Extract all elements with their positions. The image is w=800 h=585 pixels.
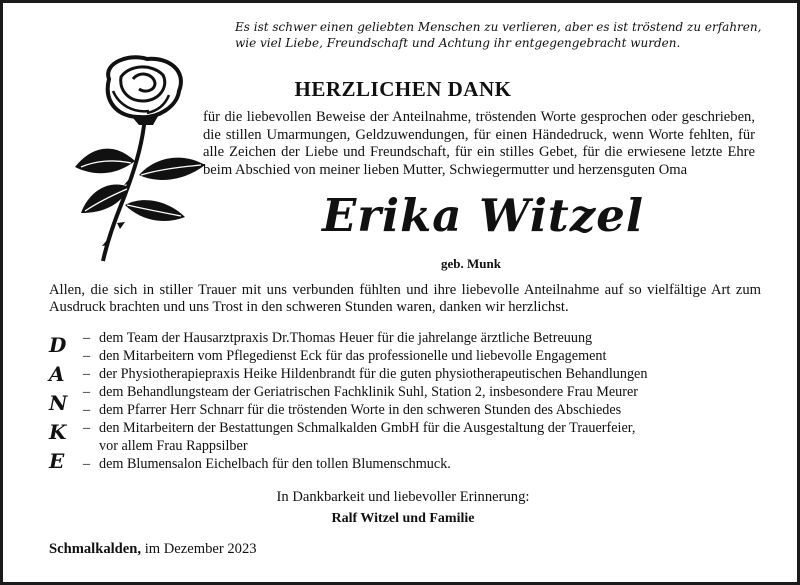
list-item-text: der Physiotherapiepraxis Heike Hildenbrandt für die guten physiotherapeutischen Behandlungen: [99, 366, 648, 382]
list-item: [83, 420, 635, 455]
intro-line-2: wie viel Liebe, Freundschaft und Achtung ihr entgegengebracht wurden.: [235, 36, 681, 50]
heading-herzlichen-dank: HERZLICHEN DANK: [294, 77, 512, 101]
list-dash: –: [83, 420, 91, 436]
list-item: [83, 366, 647, 384]
list-dash: –: [83, 456, 91, 472]
list-item: [83, 384, 638, 402]
list-item: [83, 402, 621, 420]
intro-line-1: Es ist schwer einen geliebten Menschen zu verlieren, aber es ist tröstend zu erfahren,: [235, 20, 762, 34]
danke-letter-k: K: [49, 420, 67, 444]
list-item-text: den Mitarbeitern vom Pflegedienst Eck für das professionelle und liebevolle Engagement: [99, 348, 607, 364]
danke-letter-e: E: [49, 449, 65, 473]
place-date: im Dezember 2023: [144, 541, 257, 557]
list-item: [83, 330, 592, 348]
place-and-date: [49, 541, 257, 558]
maiden-name: geb. Munk: [441, 256, 501, 271]
danke-letter-n: N: [49, 391, 68, 415]
thanks-paragraph: für die liebevollen Beweise der Anteilnahme, tröstenden Worte gesprochen oder geschrieben, die stillen Umarmungen, Geldzuwendungen, für einen Händedruck, wenn Worte fehlten, für alle Zeichen der Liebe und Freundschaft, für ein stilles Gebet, für die erwiesene letzte Ehre beim Abschied von meiner lieben Mutter, Schwiegermutter und herzensguten Oma: [203, 109, 755, 178]
danke-letter-d: D: [49, 333, 67, 357]
danke-letter-a: A: [49, 362, 65, 386]
list-item-text: dem Team der Hausarztpraxis Dr.Thomas Heuer für die jahrelange ärztliche Betreuung: [99, 330, 593, 346]
list-item-text: dem Pfarrer Herr Schnarr für die tröstenden Worte in den schweren Stunden des Abschiedes: [99, 402, 622, 418]
place-city: Schmalkalden,: [49, 541, 142, 557]
list-dash: –: [83, 348, 91, 364]
closing-line: In Dankbarkeit und liebevoller Erinnerung:: [276, 489, 530, 505]
intro-quote: [235, 19, 762, 51]
list-dash: –: [83, 366, 91, 382]
list-item-text: den Mitarbeitern der Bestattungen Schmalkalden GmbH für die Ausgestaltung der Trauerfeier,: [99, 420, 636, 436]
list-item-text: dem Blumensalon Eichelbach für den tollen Blumenschmuck.: [99, 456, 451, 472]
list-dash: –: [83, 384, 91, 400]
list-dash: –: [83, 330, 91, 346]
rose-illustration: [73, 55, 213, 265]
list-item: [83, 456, 451, 474]
list-item-text: dem Behandlungsteam der Geriatrischen Fachklinik Suhl, Station 2, insbesondere Frau Meurer: [99, 384, 639, 400]
list-dash: –: [83, 402, 91, 418]
family-signature: Ralf Witzel und Familie: [331, 511, 475, 526]
deceased-name: Erika Witzel: [321, 189, 644, 242]
gratitude-paragraph: Allen, die sich in stiller Trauer mit uns verbunden fühlten und ihre liebevolle Anteilnahme auf so vielfältige Art zum Ausdruck brachten und uns Trost in den schweren Stunden waren, danken wir herzlichst.: [49, 282, 761, 315]
list-item-continuation: vor allem Frau Rappsilber: [99, 437, 248, 454]
list-item: [83, 348, 606, 366]
